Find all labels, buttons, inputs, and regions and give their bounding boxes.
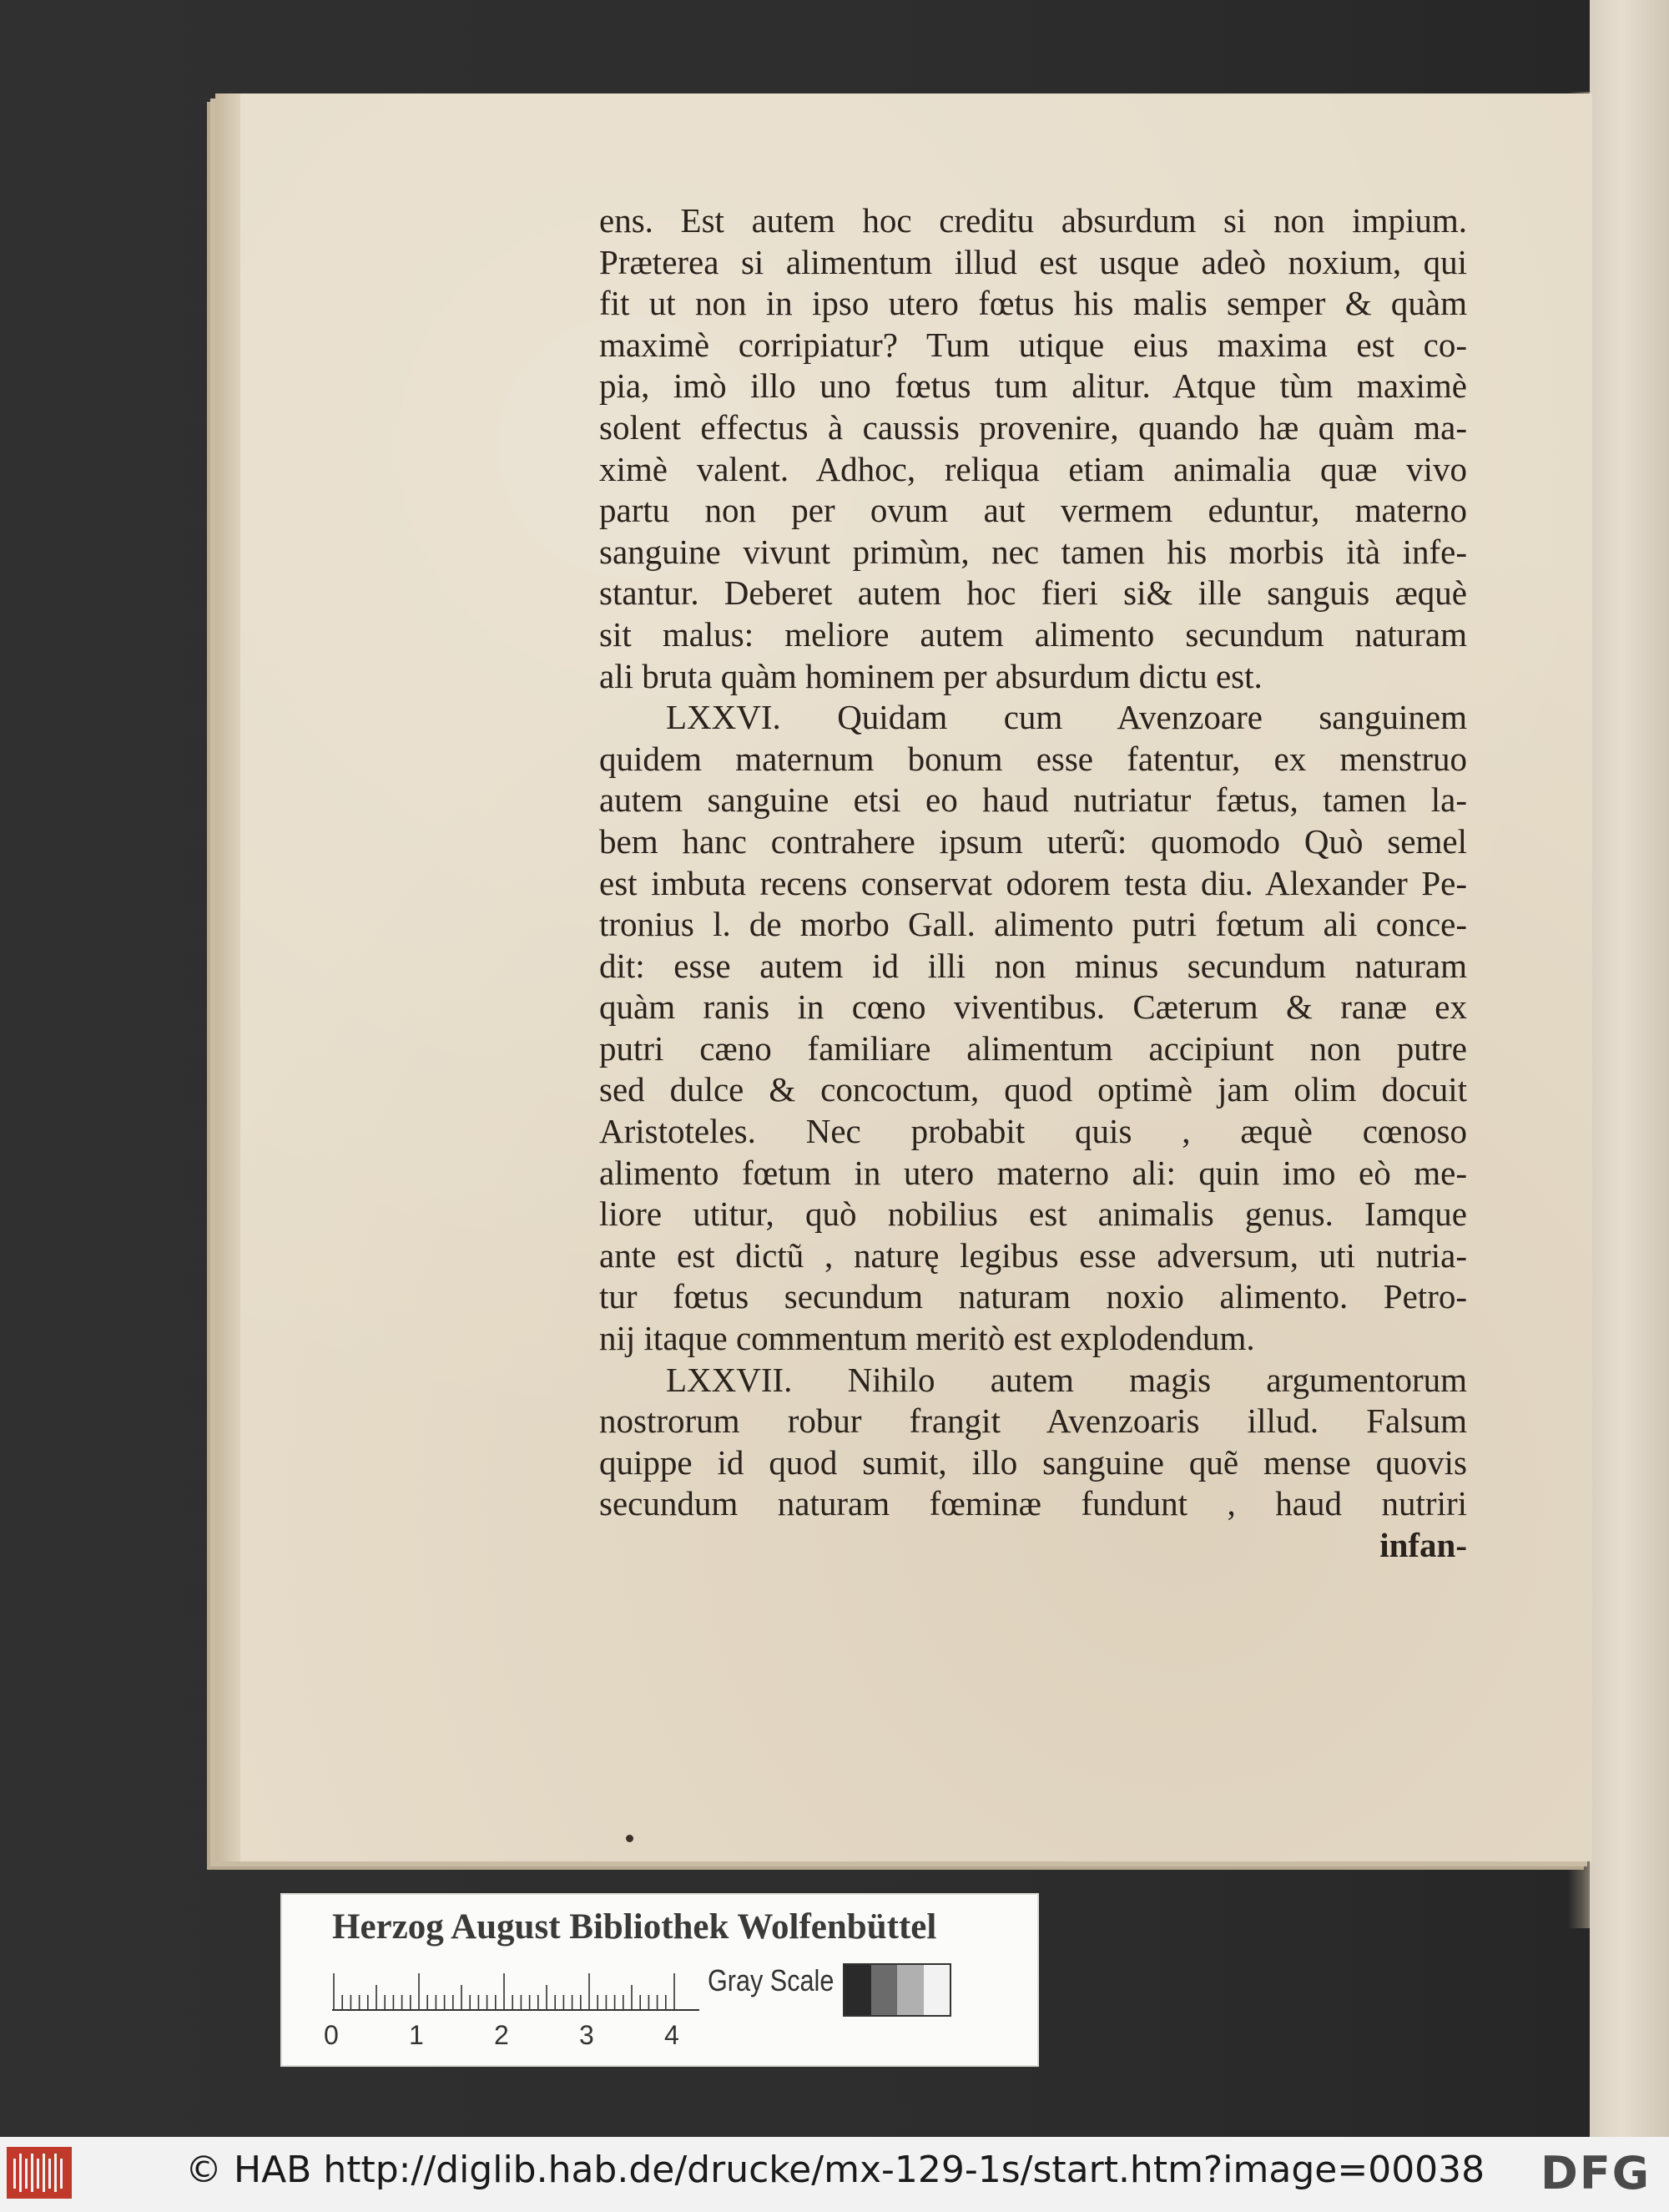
page-text: [599, 200, 1467, 1567]
text-line: sanguine vivunt primùm, nec tamen his morbis ità infe-: [599, 532, 1467, 571]
text-line: tronius l. de morbo Gall. alimento putri fœtum ali conce-: [599, 905, 1467, 944]
dfg-logo: DFG: [1540, 2147, 1651, 2199]
text-line: ens. Est autem hoc creditu absurdum si non impium.: [599, 201, 1467, 240]
text-line: pia, imò illo uno fœtus tum alitur. Atque tùm maximè: [599, 366, 1467, 406]
text-line: est imbuta recens conservat odorem testa diu. Alexander Pe-: [599, 863, 1467, 902]
text-line: partu non per ovum aut vermem eduntur, materno: [599, 491, 1467, 530]
text-line: quippe id quod sumit, illo sanguine quẽ mense quovis: [599, 1442, 1467, 1482]
page-dot-mark: [626, 1835, 633, 1842]
text-line: maximè corripiatur? Tum utique eius maxima est co-: [599, 325, 1467, 364]
text-line: secundum naturam fœminæ fundunt , haud nutriri: [599, 1484, 1467, 1523]
footer-bar: [0, 2137, 1669, 2212]
section-heading-line: LXXVII. Nihilo autem magis argumentorum: [666, 1360, 1467, 1399]
barcode-logo-icon: [7, 2147, 72, 2199]
footer-source-link[interactable]: © HAB http://diglib.hab.de/drucke/mx-129-1s/start.htm?image=00038: [185, 2149, 1485, 2191]
gray-swatch: [845, 1965, 871, 2015]
ruler-number: 1: [409, 2020, 424, 2050]
text-line: solent effectus à caussis provenire, quando hæ quàm ma-: [599, 407, 1467, 447]
facing-page-edge: [1590, 0, 1669, 2137]
reference-card: [280, 1893, 1039, 2067]
text-line: sit malus: meliore autem alimento secundum naturam: [599, 614, 1467, 654]
ruler-numbers: [324, 2020, 708, 2053]
text-line: dit: esse autem id illi non minus secundum naturam: [599, 946, 1467, 985]
section-heading-line: LXXVI. Quidam cum Avenzoare sanguinem: [666, 698, 1467, 737]
gray-swatch: [871, 1965, 898, 2015]
ruler-number: 0: [324, 2020, 339, 2050]
ruler-scale: [332, 1970, 733, 2012]
text-line: sed dulce & concoctum, quod optimè jam olim docuit: [599, 1070, 1467, 1109]
text-line: quidem maternum bonum esse fatentur, ex menstruo: [599, 739, 1467, 778]
page-edge: [215, 93, 240, 1861]
text-line: fit ut non in ipso utero fœtus his malis semper & quàm: [599, 284, 1467, 323]
gray-scale-label: Gray Scale: [708, 1963, 834, 1997]
text-line: ximè valent. Adhoc, reliqua etiam animalia quæ vivo: [599, 449, 1467, 488]
text-line: stantur. Deberet autem hoc fieri si& ille sanguis æquè: [599, 573, 1467, 613]
text-line: putri cæno familiare alimentum accipiunt non putre: [599, 1028, 1467, 1068]
text-line: bem hanc contrahere ipsum uterũ: quomodo Quò semel: [599, 821, 1467, 861]
text-line: ali bruta quàm hominem per absurdum dictu est.: [599, 656, 1263, 695]
text-line: Præterea si alimentum illud est usque adeò noxium, qui: [599, 242, 1467, 281]
gray-scale-swatches: [843, 1963, 951, 2017]
ruler-number: 4: [664, 2020, 679, 2050]
text-line: alimento fœtum in utero materno ali: quin imo eò me-: [599, 1153, 1467, 1192]
text-line: liore utitur, quò nobilius est animalis genus. Iamque: [599, 1194, 1467, 1234]
ruler-number: 3: [579, 2020, 594, 2050]
text-line: nostrorum robur frangit Avenzoaris illud. Falsum: [599, 1401, 1467, 1441]
reference-card-title: Herzog August Bibliothek Wolfenbüttel: [332, 1907, 937, 1947]
text-line: Aristoteles. Nec probabit quis , æquè cœnoso: [599, 1112, 1467, 1151]
gray-swatch: [897, 1965, 924, 2015]
text-line: nij itaque commentum meritò est explodendum.: [599, 1319, 1255, 1358]
text-line: ante est dictũ , naturę legibus esse adversum, uti nutria-: [599, 1235, 1467, 1275]
gray-swatch: [924, 1965, 950, 2015]
text-line: tur fœtus secundum naturam noxio alimento. Petro-: [599, 1277, 1467, 1316]
text-line: quàm ranis in cœno viventibus. Cæterum & ranæ ex: [599, 987, 1467, 1027]
catchword: infan-: [1379, 1526, 1467, 1564]
ruler-number: 2: [494, 2020, 509, 2050]
text-line: autem sanguine etsi eo haud nutriatur fætus, tamen la-: [599, 780, 1467, 820]
